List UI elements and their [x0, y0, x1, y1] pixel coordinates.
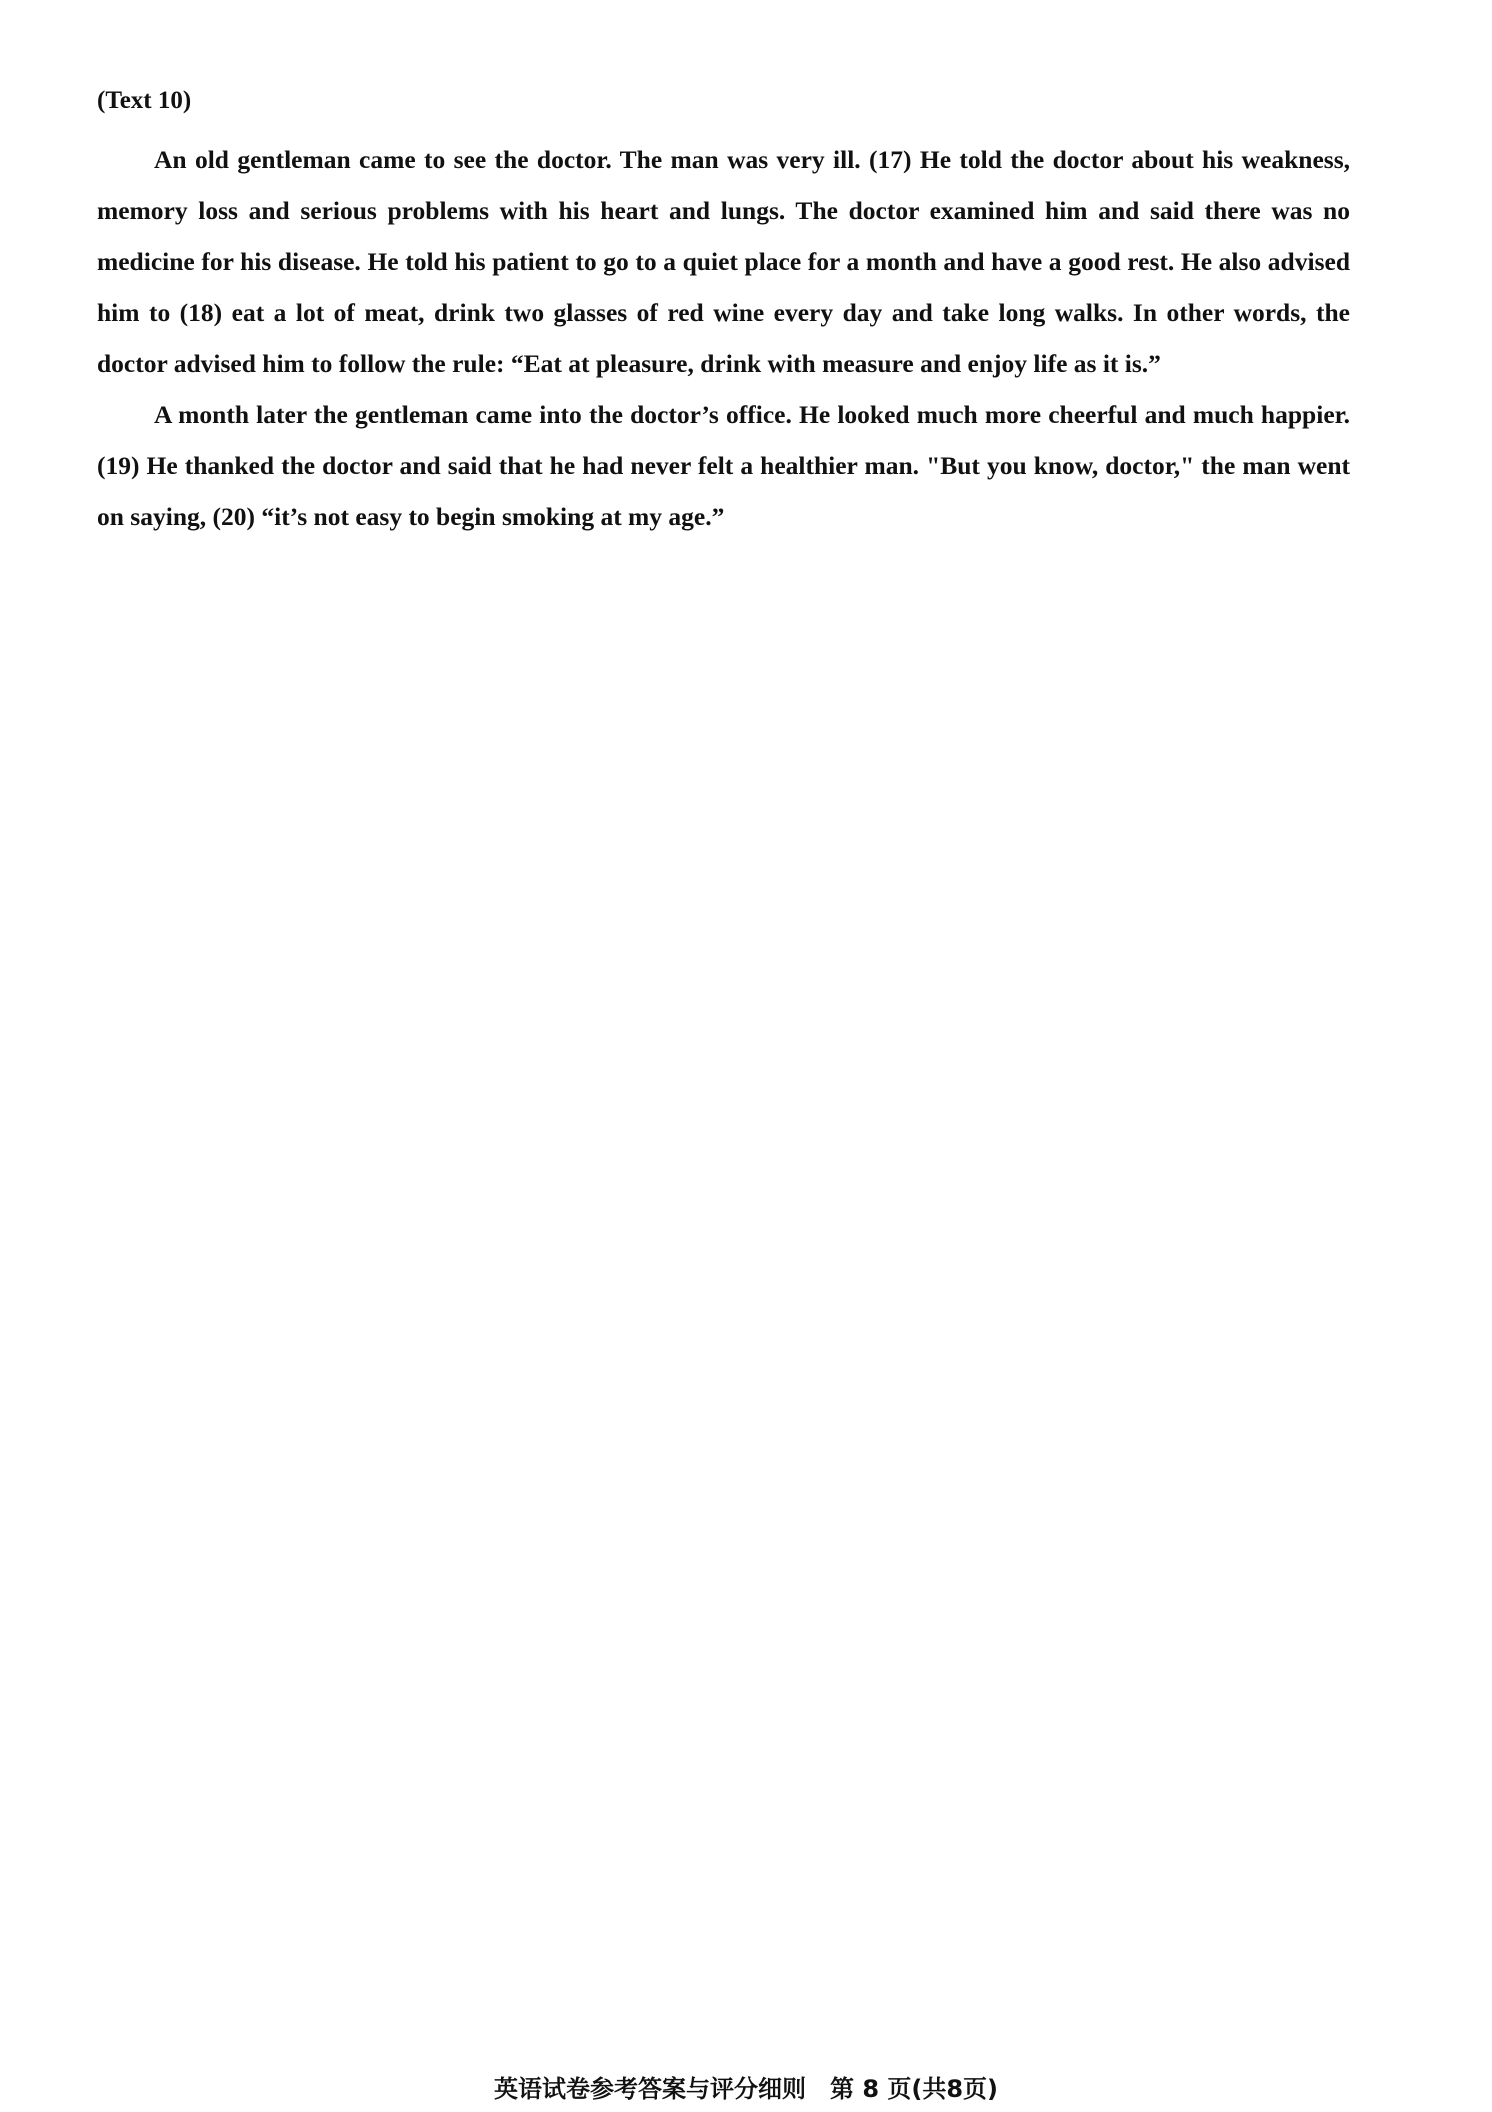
- page-footer: 英语试卷参考答案与评分细则 第 8 页(共8页): [493, 2075, 999, 2103]
- section-heading: (Text 10): [97, 87, 192, 114]
- paragraph-1: An old gentleman came to see the doctor. The man was very ill. (17) He told the doctor about his weakness, memory loss and serious problems with his heart and lungs. The doctor examined him and said there was no medicine for his disease. He told his patient to go to a quiet place for a month and have a good rest. He also advised him to (18) eat a lot of meat, drink two glasses of red wine every day and take long walks. In other words, the doctor advised him to follow the rule: “Eat at pleasure, drink with measure and enjoy life as it is.”: [97, 145, 1350, 378]
- paragraph-2: A month later the gentleman came into the doctor’s office. He looked much more cheerful and much happier. (19) He thanked the doctor and said that he had never felt a healthier man. "But you know, doctor," the man went on saying, (20) “it’s not easy to begin smoking at my age.”: [97, 400, 1350, 531]
- document-body: [97, 84, 1350, 542]
